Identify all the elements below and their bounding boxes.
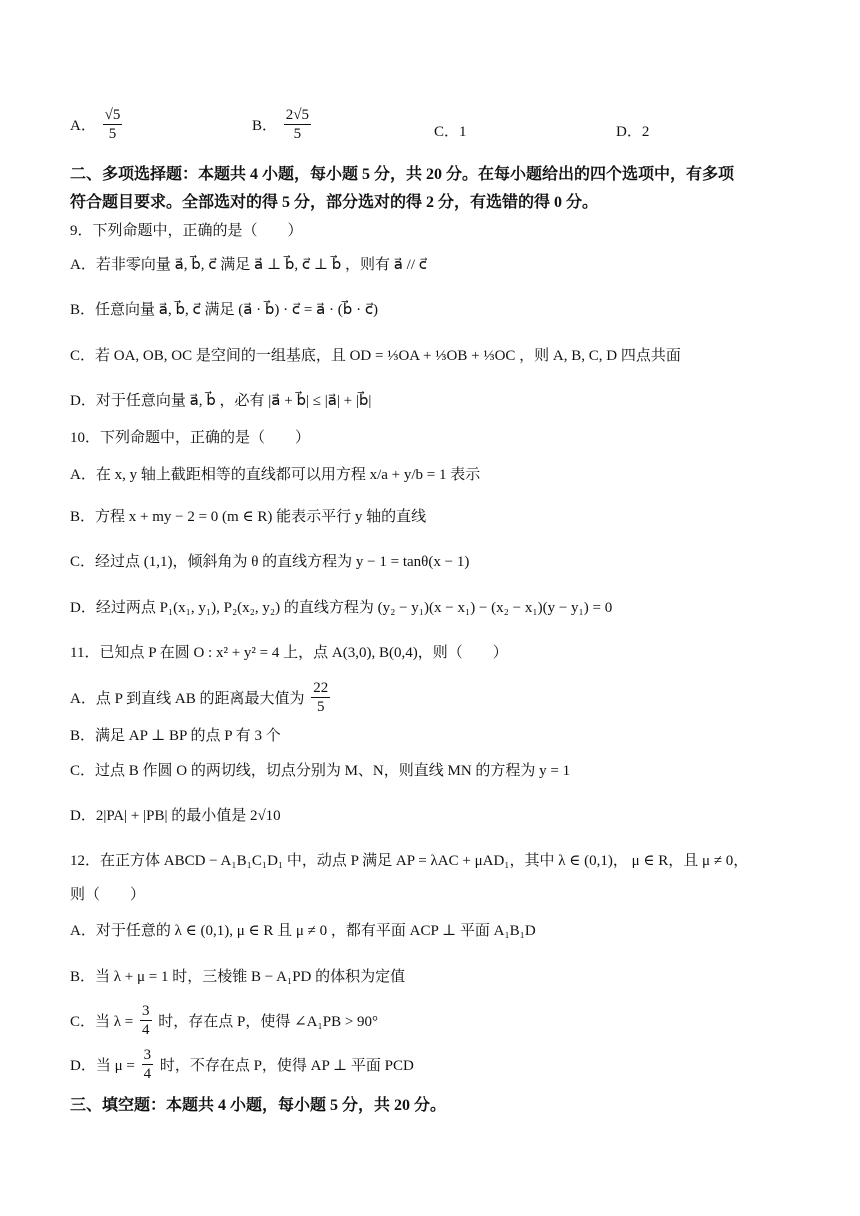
question-11-option-c: C．过点 B 作圆 O 的两切线，切点分别为 M、N，则直线 MN 的方程为 y = 1 bbox=[70, 763, 571, 779]
section-3-header: 三、填空题：本题共 4 小题，每小题 5 分，共 20 分。 bbox=[70, 1097, 447, 1114]
question-9-option-d: D．对于任意向量 a⃗, b⃗ ，必有 |a⃗ + b⃗| ≤ |a⃗| + |b⃗| bbox=[70, 393, 372, 409]
question-9-option-c: C．若 OA, OB, OC 是空间的一组基底，且 OD = ⅓OA + ⅓OB + ⅓OC ，则 A, B, C, D 四点共面 bbox=[70, 348, 681, 364]
option-d-prefix: D．当 μ = bbox=[70, 1058, 135, 1074]
fraction bbox=[311, 679, 330, 716]
prev-option-b bbox=[252, 106, 314, 143]
numerator: √5 bbox=[104, 107, 121, 123]
option-c-prefix: C．当 λ = bbox=[70, 1014, 134, 1030]
numerator: 2√5 bbox=[285, 107, 309, 123]
fraction bbox=[103, 106, 123, 143]
numerator: 22 bbox=[313, 680, 329, 696]
question-11-option-b: B．满足 AP ⊥ BP 的点 P 有 3 个 bbox=[70, 728, 281, 744]
question-10-option-c: C．经过点 (1,1)，倾斜角为 θ 的直线方程为 y − 1 = tanθ(x − 1) bbox=[70, 554, 470, 570]
option-a-text: A．点 P 到直线 AB 的距离最大值为 bbox=[70, 691, 305, 707]
question-10-option-d: D．经过两点 P₁(x₁, y₁), P₂(x₂, y₂) 的直线方程为 (y₂ − y₁)(x − x₁) − (x₂ − x₁)(y − y₁) = 0 bbox=[70, 600, 613, 616]
question-12-option-d bbox=[70, 1046, 414, 1083]
question-12-stem: 12．在正方体 ABCD − A₁B₁C₁D₁ 中，动点 P 满足 AP = λAC + μAD₁，其中 λ ∈ (0,1)， μ ∈ R，且 μ ≠ 0， bbox=[70, 853, 749, 869]
section-2-header-line-1: 二、多项选择题：本题共 4 小题，每小题 5 分，共 20 分。在每小题给出的四个选项中，有多项 bbox=[70, 166, 735, 183]
denominator: 5 bbox=[316, 699, 325, 715]
question-10-option-b: B．方程 x + my − 2 = 0 (m ∈ R) 能表示平行 y 轴的直线 bbox=[70, 509, 427, 525]
question-12-option-b: B．当 λ + μ = 1 时，三棱锥 B − A₁PD 的体积为定值 bbox=[70, 969, 406, 985]
fraction bbox=[284, 106, 311, 143]
question-9-option-b: B．任意向量 a⃗, b⃗, c⃗ 满足 (a⃗ · b⃗) · c⃗ = a⃗ · (b⃗ · c⃗) bbox=[70, 302, 379, 318]
section-2-header-line-2: 符合题目要求。全部选对的得 5 分，部分选对的得 2 分，有选错的得 0 分。 bbox=[70, 194, 599, 211]
prev-option-c: C．1 bbox=[434, 124, 467, 140]
prev-option-d: D．2 bbox=[616, 124, 650, 140]
question-11-stem: 11．已知点 P 在圆 O : x² + y² = 4 上，点 A(3,0), B(0,4)，则（ ） bbox=[70, 645, 508, 661]
question-9-option-a: A．若非零向量 a⃗, b⃗, c⃗ 满足 a⃗ ⊥ b⃗, c⃗ ⊥ b⃗ ，则有 a⃗ // c⃗ bbox=[70, 257, 428, 273]
denominator: 5 bbox=[293, 126, 302, 142]
option-label: A． bbox=[70, 118, 96, 134]
numerator: 3 bbox=[143, 1047, 152, 1063]
fraction bbox=[140, 1002, 152, 1039]
question-12-option-c bbox=[70, 1002, 378, 1039]
denominator: 4 bbox=[143, 1066, 152, 1082]
prev-option-a bbox=[70, 106, 125, 143]
numerator: 3 bbox=[142, 1003, 150, 1019]
question-9-stem: 9．下列命题中，正确的是（ ） bbox=[70, 223, 303, 239]
question-12-option-a: A．对于任意的 λ ∈ (0,1), μ ∈ R 且 μ ≠ 0 ，都有平面 ACP ⊥ 平面 A₁B₁D bbox=[70, 923, 536, 939]
option-label: B． bbox=[252, 118, 278, 134]
question-11-option-a bbox=[70, 679, 333, 716]
question-10-stem: 10．下列命题中，正确的是（ ） bbox=[70, 430, 311, 446]
fraction bbox=[142, 1046, 154, 1083]
denominator: 4 bbox=[142, 1022, 150, 1038]
question-12-stem-continued: 则（ ） bbox=[70, 887, 146, 903]
option-d-suffix: 时，不存在点 P，使得 AP ⊥ 平面 PCD bbox=[159, 1058, 414, 1074]
option-c-suffix: 时，存在点 P，使得 ∠A₁PB > 90° bbox=[158, 1014, 379, 1030]
question-10-option-a: A．在 x, y 轴上截距相等的直线都可以用方程 x/a + y/b = 1 表示 bbox=[70, 467, 481, 483]
question-11-option-d: D．2|PA| + |PB| 的最小值是 2√10 bbox=[70, 808, 281, 824]
denominator: 5 bbox=[108, 126, 117, 142]
